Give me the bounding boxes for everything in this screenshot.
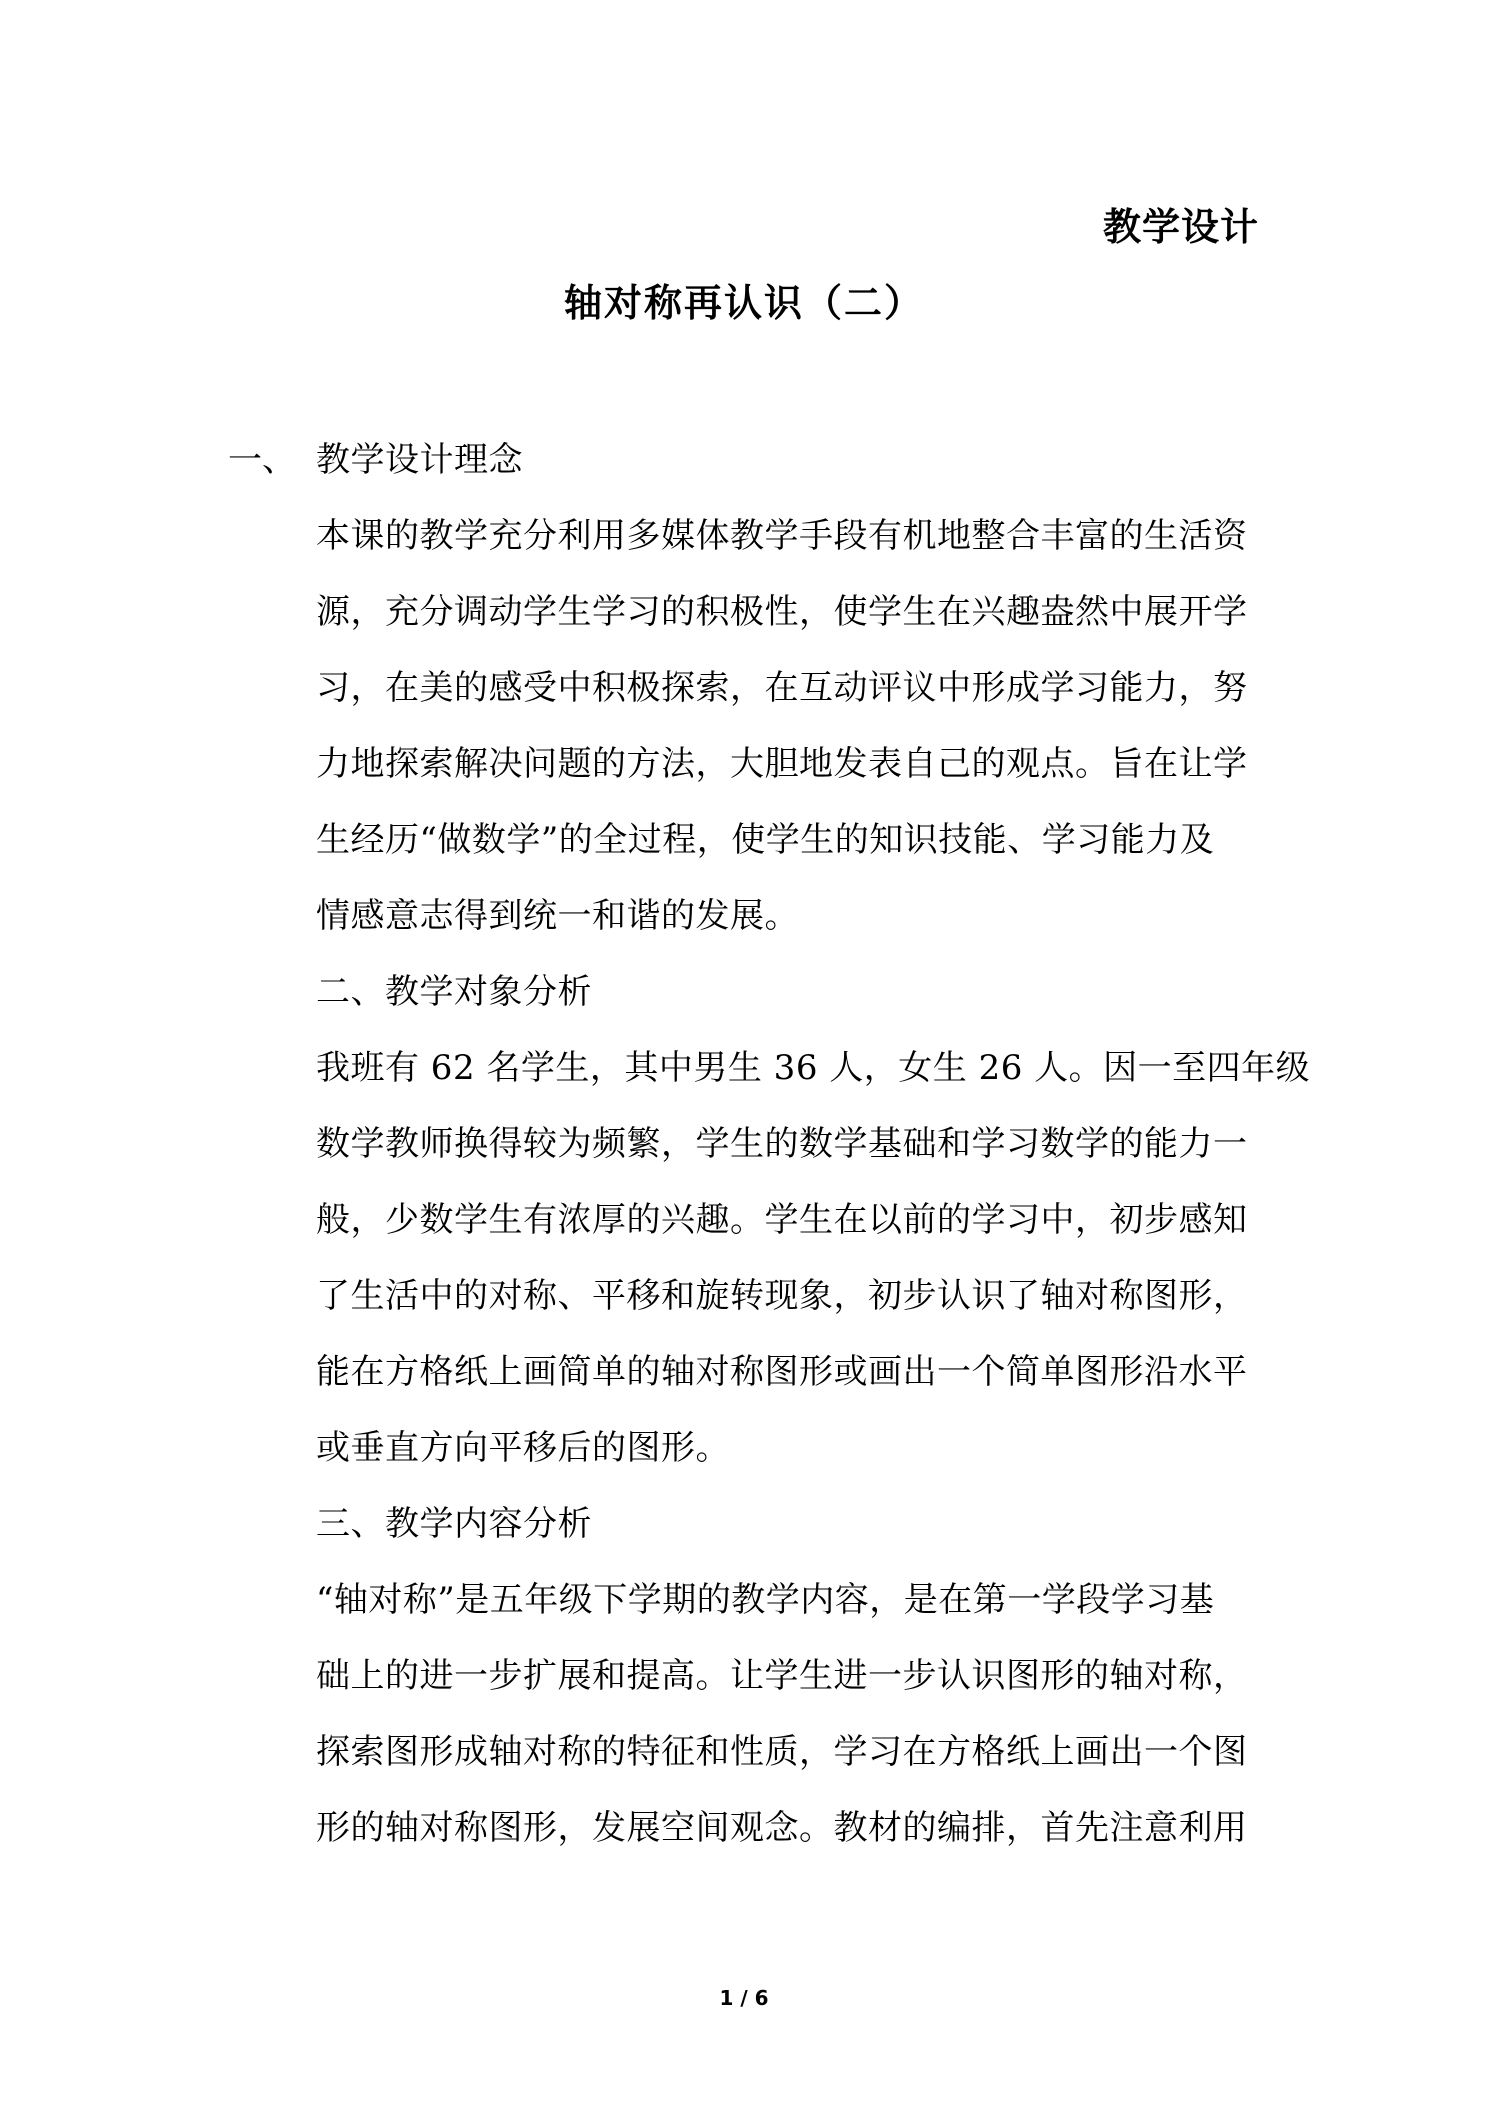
section-3-heading: 三、教学内容分析 [316, 1504, 592, 1544]
section-1-heading: 教学设计理念 [316, 440, 523, 480]
paragraph-line: 能在方格纸上画简单的轴对称图形或画出一个简单图形沿水平 [316, 1352, 1248, 1392]
paragraph-line: 探索图形成轴对称的特征和性质，学习在方格纸上画出一个图 [316, 1732, 1248, 1772]
header-label: 教学设计 [1102, 205, 1259, 249]
paragraph-line: 力地探索解决问题的方法，大胆地发表自己的观点。旨在让学 [316, 744, 1248, 784]
paragraph-line: 数学教师换得较为频繁，学生的数学基础和学习数学的能力一 [316, 1124, 1248, 1164]
paragraph-line: 般，少数学生有浓厚的兴趣。学生在以前的学习中，初步感知 [316, 1200, 1248, 1240]
paragraph-line: 形的轴对称图形，发展空间观念。教材的编排，首先注意利用 [316, 1808, 1248, 1848]
section-2-heading: 二、教学对象分析 [316, 972, 592, 1012]
paragraph-line: 习，在美的感受中积极探索，在互动评议中形成学习能力，努 [316, 668, 1248, 708]
paragraph-line: 情感意志得到统一和谐的发展。 [316, 896, 799, 936]
paragraph-line: 生经历“做数学”的全过程，使学生的知识技能、学习能力及 [316, 820, 1215, 860]
paragraph-line: 或垂直方向平移后的图形。 [316, 1428, 730, 1468]
paragraph-line: 源，充分调动学生学习的积极性，使学生在兴趣盎然中展开学 [316, 592, 1248, 632]
page-number: 1 / 6 [719, 1986, 769, 2010]
paragraph-line: 了生活中的对称、平移和旋转现象，初步认识了轴对称图形， [316, 1276, 1248, 1316]
paragraph-line: 本课的教学充分利用多媒体教学手段有机地整合丰富的生活资 [316, 516, 1248, 556]
document-title: 轴对称再认识（二） [563, 281, 924, 325]
section-1-number: 一、 [228, 440, 296, 480]
paragraph-line: “轴对称”是五年级下学期的教学内容，是在第一学段学习基 [316, 1580, 1215, 1620]
paragraph-line: 我班有 62 名学生，其中男生 36 人，女生 26 人。因一至四年级 [316, 1048, 1311, 1088]
paragraph-line: 础上的进一步扩展和提高。让学生进一步认识图形的轴对称， [316, 1656, 1248, 1696]
